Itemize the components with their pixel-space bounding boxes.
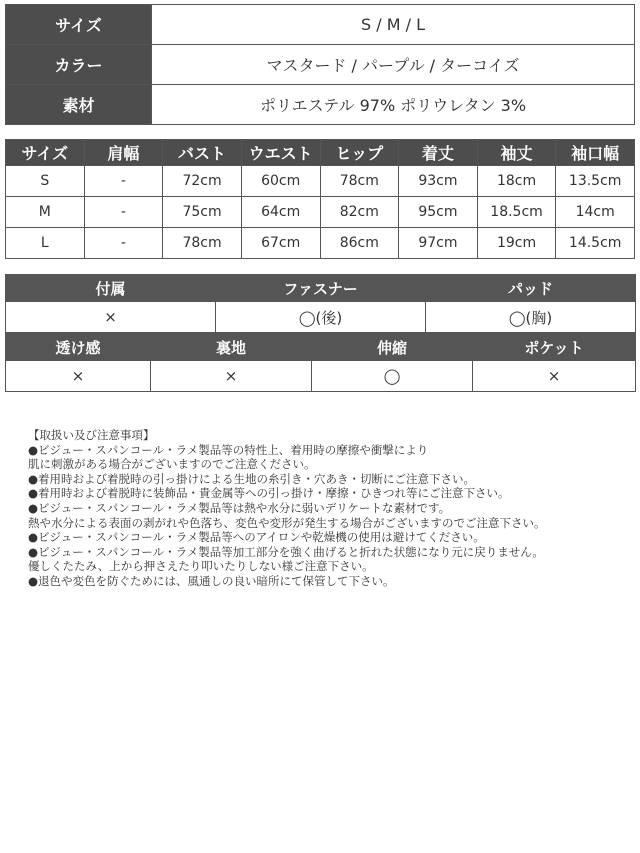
table-cell: 97cm	[399, 228, 478, 259]
size-value: S / M / L	[152, 5, 635, 45]
table-cell: -	[84, 228, 163, 259]
accessories-value: ×	[6, 302, 216, 333]
accessories-value-row-2	[6, 361, 636, 392]
table-cell: 18cm	[477, 166, 556, 197]
table-cell: 13.5cm	[556, 166, 635, 197]
accessories-value-row-1	[6, 302, 636, 333]
table-cell: 19cm	[477, 228, 556, 259]
size-table-header	[6, 140, 635, 166]
stretch-value: ◯	[312, 361, 473, 392]
color-label: カラー	[6, 45, 152, 85]
size-label: サイズ	[6, 5, 152, 45]
header-accessories: 付属	[6, 275, 216, 302]
header-bust: バスト	[163, 140, 242, 166]
pad-value: ◯(胸)	[426, 302, 636, 333]
material-value: ポリエステル 97% ポリウレタン 3%	[152, 85, 635, 125]
note-line: 優しくたたみ、上から押さえたり叩いたりしない様ご注意下さい。	[28, 559, 374, 574]
header-zipper: ファスナー	[216, 275, 426, 302]
note-line: ●ビジュー・スパンコール・ラメ製品等の特性上、着用時の摩擦や衝撃により	[28, 442, 429, 457]
table-cell: 14.5cm	[556, 228, 635, 259]
table-cell: 82cm	[320, 197, 399, 228]
note-line: 肌に刺激がある場合がございますのでご注意ください。	[28, 457, 316, 472]
note-line: ●着用時および着脱時の引っ掛けによる生地の糸引き・穴あき・切断にご注意下さい。	[28, 471, 476, 486]
table-cell: -	[84, 166, 163, 197]
table-cell: 95cm	[399, 197, 478, 228]
header-sheer: 透け感	[6, 334, 151, 361]
table-cell: 72cm	[163, 166, 242, 197]
spec-row-material	[6, 85, 635, 125]
header-size: サイズ	[6, 140, 85, 166]
note-line: ●ビジュー・スパンコール・ラメ製品等加工部分を強く曲げると折れた状態になり元に戻りません。	[28, 544, 544, 559]
pocket-value: ×	[473, 361, 636, 392]
spec-table	[5, 4, 635, 125]
table-cell: 60cm	[241, 166, 320, 197]
table-cell: 78cm	[320, 166, 399, 197]
spec-row-size	[6, 5, 635, 45]
table-cell: M	[6, 197, 85, 228]
accessories-table-1	[5, 274, 636, 333]
header-shoulder: 肩幅	[84, 140, 163, 166]
note-line: ●退色や変色を防ぐためには、風通しの良い暗所にて保管して下さい。	[28, 573, 395, 588]
table-cell: 14cm	[556, 197, 635, 228]
header-length: 着丈	[399, 140, 478, 166]
note-line: ●ビジュー・スパンコール・ラメ製品等は熱や水分に弱いデリケートな素材です。	[28, 500, 451, 515]
header-pocket: ポケット	[473, 334, 636, 361]
table-cell: 18.5cm	[477, 197, 556, 228]
color-value: マスタード / パープル / ターコイズ	[152, 45, 635, 85]
table-cell: L	[6, 228, 85, 259]
header-lining: 裏地	[151, 334, 312, 361]
table-cell: 86cm	[320, 228, 399, 259]
table-row	[6, 228, 635, 259]
header-waist: ウエスト	[241, 140, 320, 166]
header-stretch: 伸縮	[312, 334, 473, 361]
accessories-header-row-2	[6, 334, 636, 361]
note-line: ●ビジュー・スパンコール・ラメ製品等へのアイロンや乾燥機の使用は避けてください。	[28, 530, 485, 545]
header-cuff: 袖口幅	[556, 140, 635, 166]
size-table	[5, 139, 635, 259]
table-cell: 64cm	[241, 197, 320, 228]
accessories-table-2	[5, 333, 636, 392]
accessories-header-row-1	[6, 275, 636, 302]
header-hip: ヒップ	[320, 140, 399, 166]
material-label: 素材	[6, 85, 152, 125]
notes-title: 【取扱い及び注意事項】	[28, 428, 155, 442]
lining-value: ×	[151, 361, 312, 392]
zipper-value: ◯(後)	[216, 302, 426, 333]
table-cell: S	[6, 166, 85, 197]
table-row	[6, 166, 635, 197]
table-row	[6, 197, 635, 228]
care-notes	[28, 428, 628, 589]
table-cell: 75cm	[163, 197, 242, 228]
note-line: 熱や水分による表面の剥がれや色落ち、変色や変形が発生する場合がございますのでご注意下さい。	[28, 515, 546, 530]
table-cell: -	[84, 197, 163, 228]
spec-row-color	[6, 45, 635, 85]
table-cell: 78cm	[163, 228, 242, 259]
header-pad: パッド	[426, 275, 636, 302]
table-cell: 93cm	[399, 166, 478, 197]
note-line: ●着用時および着脱時に装飾品・貴金属等への引っ掛け・摩擦・ひきつれ等にご注意下さい。	[28, 486, 510, 501]
header-sleeve: 袖丈	[477, 140, 556, 166]
table-cell: 67cm	[241, 228, 320, 259]
sheer-value: ×	[6, 361, 151, 392]
